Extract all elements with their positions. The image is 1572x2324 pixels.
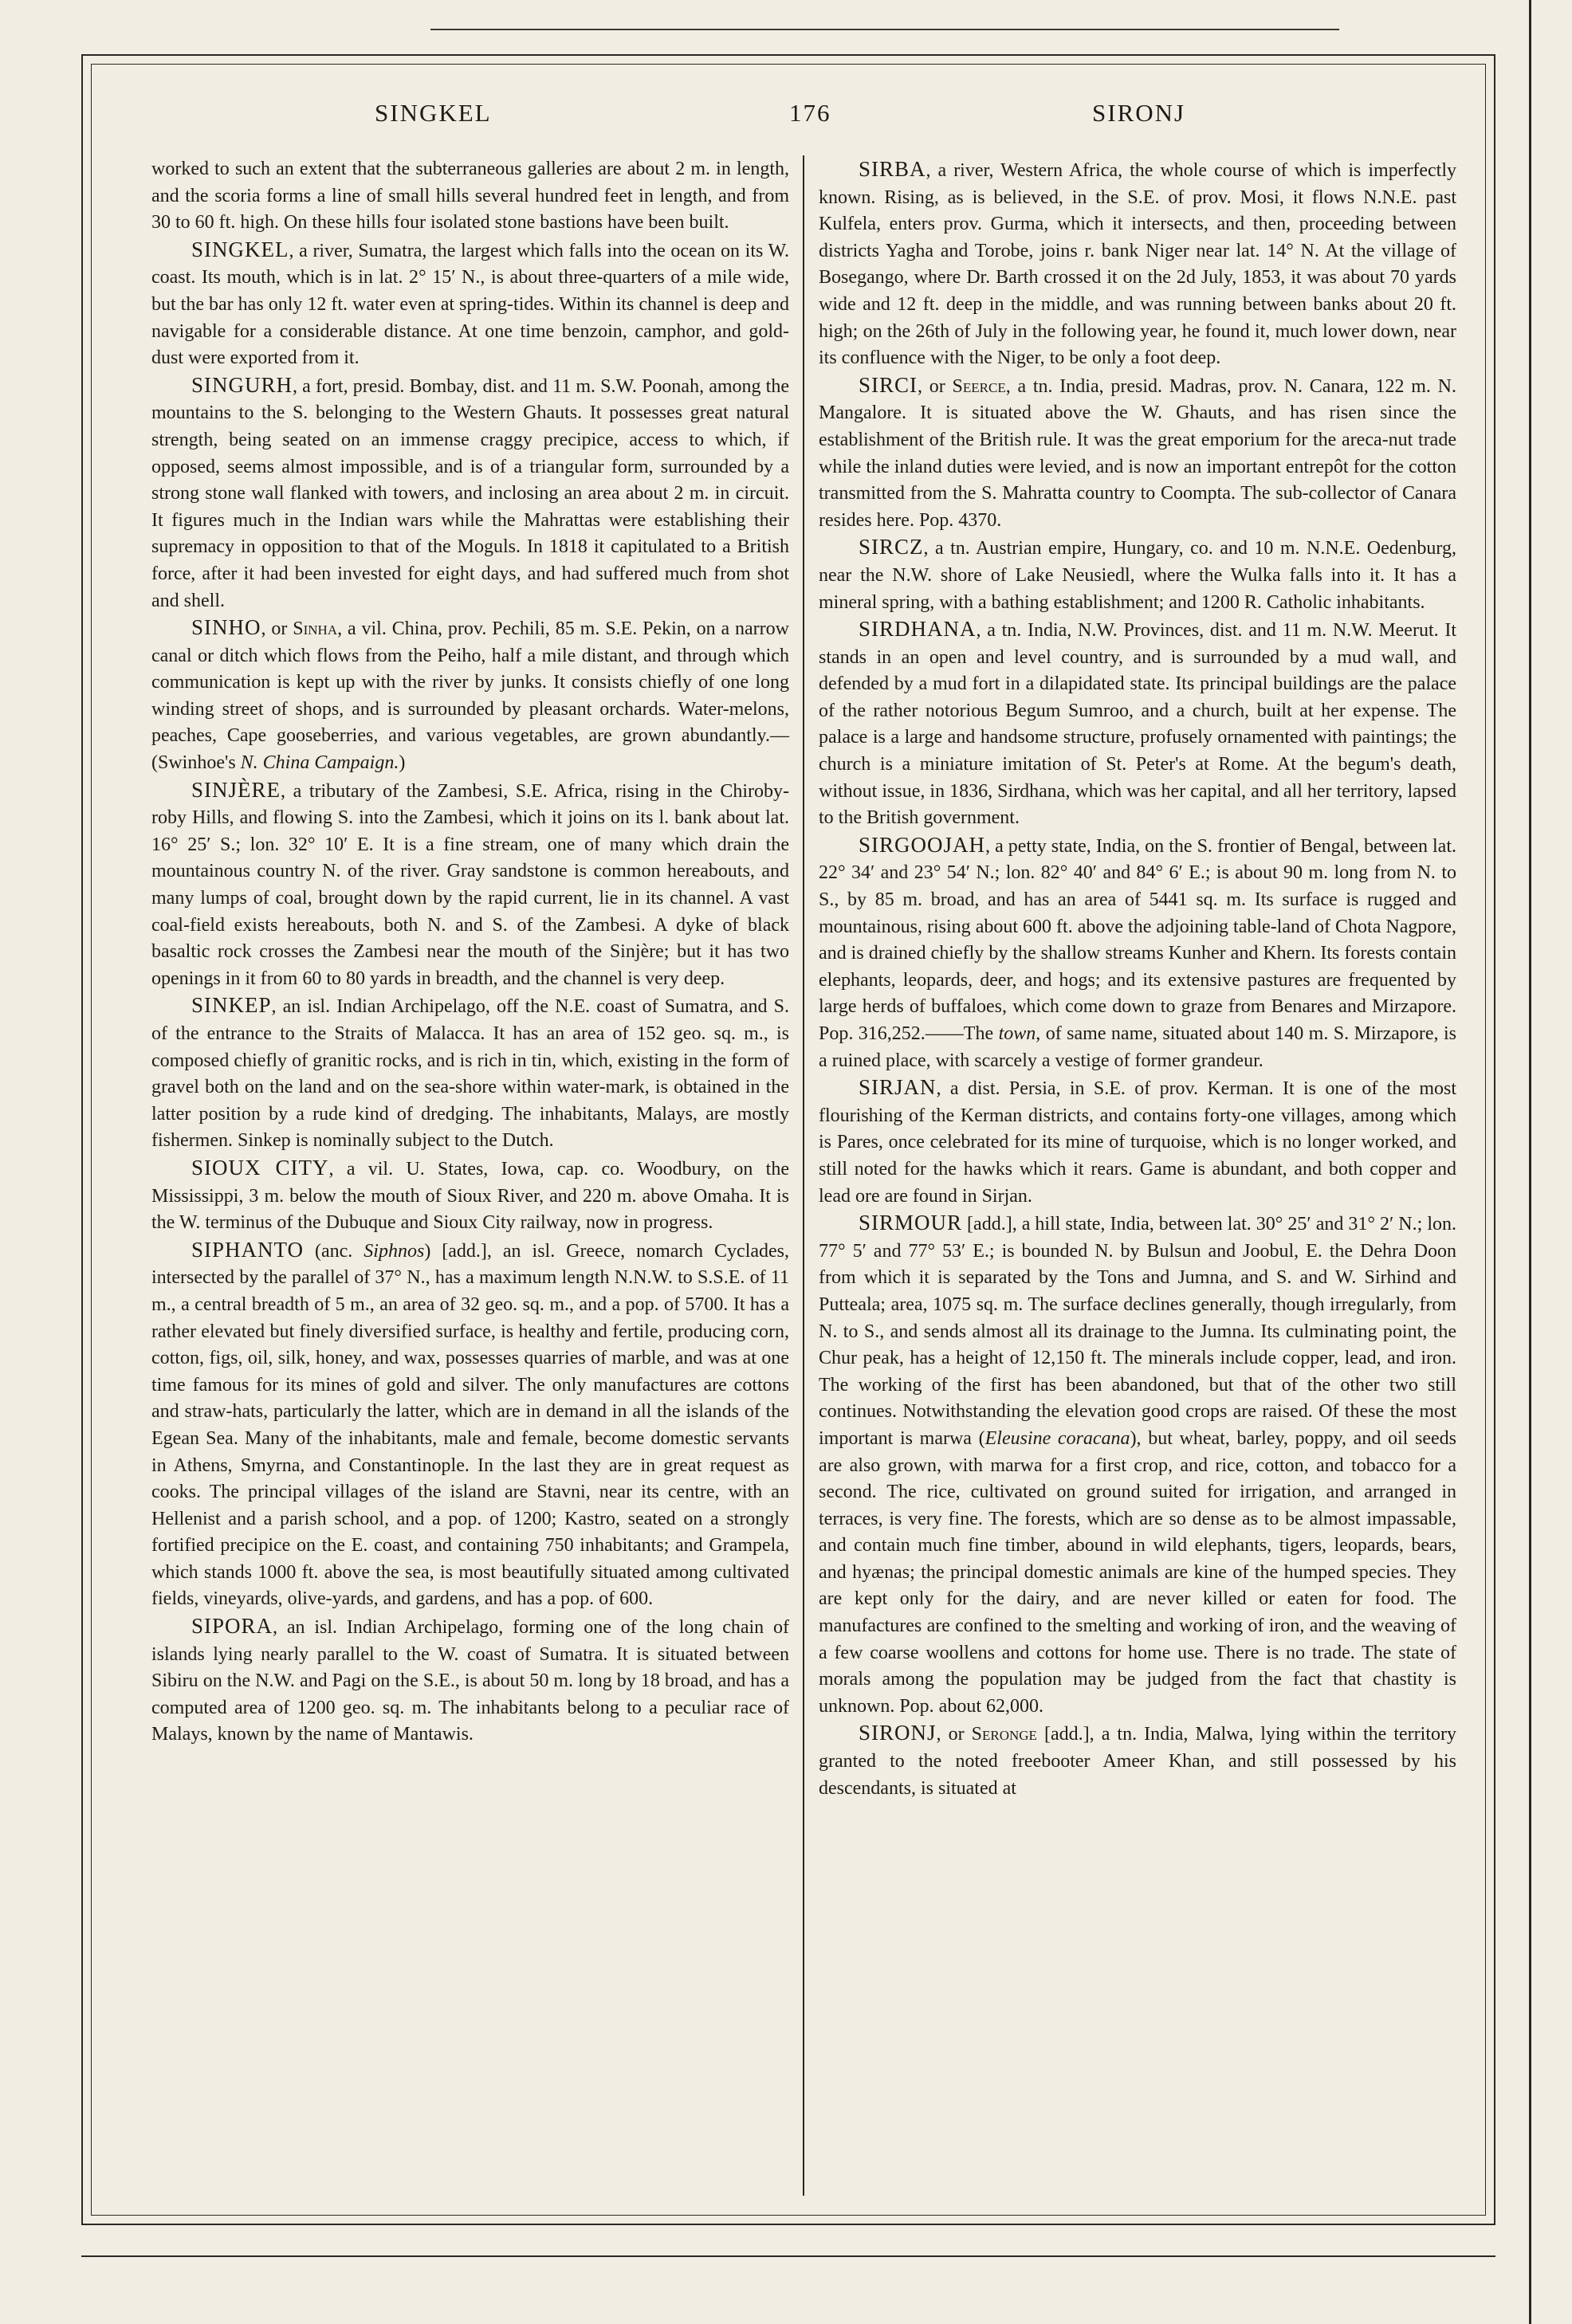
- entry-text: , a tributary of the Zambesi, S.E. Africa, rising in the Chiroby-roby Hills, and flowing S. into the Zambesi, which it joins on its l. bank about lat. 16° 25′ S.; lon. 32° 10′ E. It is a fine stream, one of many which drain the mountainous country N. of the river. Gray sandstone is common hereabouts, and many lumps of coal, brought down by the rapid current, lie in its channel. A vast coal-field exists hereabouts, both N. and S. of the Zambesi. A dyke of black basaltic rock crosses the Zambesi near the mouth of the Sinjère; but it has two openings in it from 60 to 80 yards in breadth, and the channel is very deep.: [151, 780, 789, 989]
- entry-text: , an isl. Indian Archipelago, forming one of the long chain of islands lying nearly parallel to the W. coast of Sumatra. It is situated between Sibiru on the N.W. and Pagi on the S.E., is about 50 m. long by 18 broad, and has a computed area of 1200 geo. sq. m. The inhabitants belong to a peculiar race of Malays, known by the name of Mantawis.: [151, 1617, 789, 1745]
- entry-tail: ): [399, 752, 406, 774]
- entry-italic: town: [998, 1023, 1036, 1044]
- entry: [151, 1155, 789, 1237]
- entry: [151, 1237, 789, 1613]
- entry: [151, 237, 789, 372]
- entry-headword: SIPHANTO: [191, 1237, 305, 1262]
- entry-text: , a dist. Persia, in S.E. of prov. Kerman. It is one of the most flourishing of the Kerman districts, and contains forty-one villages, among which is Pares, once celebrated for its mine of turquoise, which is no longer worked, and still noted for the hawks which it rears. Game is abundant, and both copper and lead ore are found in Sirjan.: [819, 1078, 1456, 1207]
- entry-headword: SIRONJ: [859, 1721, 937, 1745]
- entry-headword: SINHO: [191, 615, 261, 640]
- page-edge: [1529, 0, 1531, 2324]
- entry-headword: SIRDHANA: [859, 617, 977, 642]
- entry-headword: SINKEP: [191, 993, 272, 1018]
- entry-text: , an isl. Indian Archipelago, off the N.E. coast of Sumatra, and S. of the entrance to the Straits of Malacca. It has an area of 152 geo. sq. m., is composed chiefly of granitic rocks, and is rich in tin, which, existing in the form of gravel both on the land and on the sea-shore within water-mark, is obtained in the latter position by a rude kind of dredging. The inhabitants, Malays, are mostly fishermen. Sinkep is nominally subject to the Dutch.: [151, 996, 789, 1152]
- entry-alt-name: Sinha: [293, 618, 338, 640]
- entry-text: , a vil. U. States, Iowa, cap. co. Woodbury, on the Mississippi, 3 m. below the mouth of Sioux River, and 220 m. above Omaha. It is the W. terminus of the Dubuque and Sioux City railway, now in progress.: [151, 1158, 789, 1234]
- page-number: 176: [789, 99, 831, 127]
- entry-text: worked to such an extent that the subterraneous galleries are about 2 m. in length, and the scoria forms a line of small hills several hundred feet in length, and from 30 to 60 ft. high. On these hills four isolated stone bastions have been built.: [151, 159, 789, 234]
- entry: [151, 992, 789, 1155]
- entry: [819, 1210, 1456, 1720]
- entry-text: , a tn. Austrian empire, Hungary, co. and 10 m. N.N.E. Oedenburg, near the N.W. shore of Lake Neusiedl, where the Wulka falls into it. It has a mineral spring, with a bathing establishment; and 1200 R. Catholic inhabitants.: [819, 538, 1456, 613]
- entry-italic: N. China Campaign.: [240, 752, 399, 774]
- header-left-word: SINGKEL: [375, 99, 492, 127]
- entry-text: , a tn. India, N.W. Provinces, dist. and 11 m. N.W. Meerut. It stands in an open and level country, and is surrounded by a mud wall, and defended by a mud fort in a dilapidated state. Its principal buildings are the palace of the rather notorious Begum Sumroo, and a church, built at her expense. The palace is a large and handsome structure, profusely ornamented with paintings; the church is a miniature imitation of St. Peter's at Rome. At the begum's death, without issue, in 1836, Sirdhana, which was her capital, and all her territory, lapsed to the British government.: [819, 620, 1456, 829]
- entry-headword: SIRMOUR: [859, 1211, 963, 1235]
- entry-headword: SINGKEL: [191, 237, 289, 261]
- entry-text: , a tn. India, presid. Madras, prov. N. Canara, 122 m. N. Mangalore. It is situated above the W. Ghauts, and has risen since the establishment of the British rule. It was the great emporium for the areca-nut trade while the inland duties were levied, and is now an important entrepôt for the cotton transmitted from the S. Mahratta country to Coompta. The sub-collector of Canara resides here. Pop. 4370.: [819, 375, 1456, 531]
- entry: [819, 534, 1456, 616]
- entry: [819, 156, 1456, 372]
- entry-prefix: (anc.: [304, 1240, 364, 1262]
- entry-italic: Siphnos: [364, 1240, 425, 1262]
- entry-headword: SIRCI: [859, 372, 918, 397]
- running-header: [151, 99, 1459, 143]
- entry-text: , a petty state, India, on the S. frontier of Bengal, between lat. 22° 34′ and 23° 54′ N.; lon. 82° 40′ and 84° 6′ E.; is about 90 m. long from N. to S., by 85 m. broad, and has an area of 5441 sq. m. Its surface is rugged and mountainous, rising about 600 ft. above the adjoining table-land of Chota Nagpore, and is drained chiefly by the shallow streams Kunher and Khern. Its forests contain elephants, leopards, deer, and hogs; and its extensive pastures are frequented by large herds of buffaloes, which come down to graze from Benares and Mirzapore. Pop. 316,252.——The: [819, 835, 1456, 1044]
- column-divider: [803, 155, 804, 2196]
- top-rule: [430, 29, 1339, 30]
- entry-headword: SINJÈRE: [191, 777, 281, 802]
- right-column: [819, 156, 1456, 1802]
- entry-alt-name: Seronge: [971, 1724, 1037, 1745]
- entry: [819, 616, 1456, 832]
- entry-headword: SIRJAN: [859, 1075, 937, 1100]
- header-right-word: SIRONJ: [1092, 99, 1186, 127]
- entry: SIRCI, or Seerce, a tn. India, presid. Madras, prov. N. Canara, 122 m. N. Mangalore. It is situated above the W. Ghauts, and has risen since the establishment of the British rule. It was the great emporium for the areca-nut trade while the inland duties were levied, and is now an important entrepôt for the cotton transmitted from the S. Mahratta country to Coompta. The sub-collector of Canara resides here. Pop. 4370.: [819, 372, 1456, 531]
- entry: [819, 832, 1456, 1074]
- entry: SINHO, or Sinha, a vil. China, prov. Pechili, 85 m. S.E. Pekin, on a narrow canal or ditch which flows from the Peiho, half a mile distant, and through which communication is kept up with the river by junks. It consists chiefly of one long winding street of shops, and is surrounded by pleasant orchards. Water-melons, peaches, Cape gooseberries, and various vegetables, are grown abundantly.—(Swinhoe's N. China Campaign.): [151, 615, 789, 774]
- entry: [819, 1074, 1456, 1210]
- entry-headword: SINGURH: [191, 372, 293, 397]
- entry-headword: SIRBA: [859, 157, 926, 181]
- entry-text: ) [add.], an isl. Greece, nomarch Cyclades, intersected by the parallel of 37° N., has a maximum length N.N.W. to S.S.E. of 11 m., a central breadth of 5 m., an area of 32 geo. sq. m., and a pop. of 5700. It has a rather elevated but finely diversified surface, is healthy and fertile, producing corn, cotton, figs, oil, silk, honey, and wax, possesses quarries of marble, and was at one time famous for its mines of gold and silver. The only manufactures are cottons and straw-hats, particularly the latter, which are in demand in all the islands of the Egean Sea. Many of the inhabitants, male and female, become domestic servants in Athens, Smyrna, and Constantinople. In the last they are in great request as cooks. The principal villages of the island are Stavni, near its centre, with an Hellenist and a parish school, and a pop. of 1200; Kastro, seated on a strongly fortified precipice on the E. coast, and containing 750 inhabitants; and Grampela, which stands 1000 ft. above the sea, is most beautifully situated among cultivated fields, vineyards, olive-yards, and gardens, and has a pop. of 600.: [151, 1240, 790, 1610]
- entry-text: , a river, Sumatra, the largest which falls into the ocean on its W. coast. Its mouth, which is in lat. 2° 15′ N., is about three-quarters of a mile wide, but the bar has only 12 ft. water even at spring-tides. Within its channel is deep and navigable for a considerable distance. At one time benzoin, camphor, and gold-dust were exported from it.: [151, 240, 789, 369]
- entry: [151, 156, 789, 237]
- entry-text: , a fort, presid. Bombay, dist. and 11 m. S.W. Poonah, among the mountains to the S. belonging to the Western Ghauts. It possesses great natural strength, being seated on an immense craggy precipice, access to which, if opposed, seems almost impossible, and is of a triangular form, surrounded by a strong stone wall flanked with towers, and inclosing an area about 2 m. in circuit. It figures much in the Indian wars while the Mahrattas were establishing their supremacy in opposition to that of the Moguls. In 1818 it capitulated to a British force, after it had been invested for eight days, and had suffered much from shot and shell.: [151, 375, 789, 611]
- entry-tail: , of same name, situated about 140 m. S. Mirzapore, is a ruined place, with scarcely a vestige of former grandeur.: [819, 1023, 1457, 1071]
- entry-headword: SIPORA: [191, 1614, 273, 1639]
- entry-tail: ), but wheat, barley, poppy, and oil seeds are also grown, with marwa for a first crop, and rice, cotton, and tobacco for a second. The rice, cultivated on ground suited for irrigation, and arranged in terraces, is very fine. The forests, which are so dense as to be almost impassable, and contain much fine timber, abound in wild elephants, tigers, leopards, bears, and hyænas; the principal domestic animals are kine of the humped species. They are kept only for the dairy, and are never killed or eaten for food. The manufactures are confined to the smelting and working of iron, and the weaving of a few coarse woollens and cottons for home use. There is no trade. The state of morals among the population may be judged from the fact that chastity is unknown. Pop. about 62,000.: [819, 1427, 1456, 1717]
- entry: [151, 777, 789, 993]
- entry-text: [add.], a tn. India, Malwa, lying within the territory granted to the noted freebooter Ameer Khan, and still possessed by his descendants, is situated at: [819, 1724, 1456, 1799]
- entry-text: [add.], a hill state, India, between lat. 30° 25′ and 31° 2′ N.; lon. 77° 5′ and 77° 53′ E.; is bounded N. by Bulsun and Joobul, E. the Dehra Doon from which it is separated by the Tons and Jumna, and S. and W. Sirhind and Putteala; area, 1075 sq. m. The surface declines generally, though irregularly, from N. to S., and sends almost all its drainage to the Jumna. Its culminating point, the Chur peak, has a height of 12,150 ft. The minerals include copper, lead, and iron. The working of the first has been abandoned, but that of the other two still continues. Notwithstanding the elevation good crops are raised. Of these the most important is marwa (: [819, 1214, 1456, 1449]
- entry: [151, 372, 789, 614]
- entry-text: , a river, Western Africa, the whole course of which is imperfectly known. Rising, as is believed, in the S.E. of prov. Mosi, it flows N.N.E. past Kulfela, enters prov. Gurma, which it intersects, and then, proceeding between districts Yagha and Torobe, joins r. bank Niger near lat. 14° N. At the village of Bosegango, where Dr. Barth crossed it on the 2d July, 1853, it was about 70 yards wide and 12 ft. deep in the middle, and was running between banks about 20 ft. high; on the 26th of July in the following year, he found it, much lower down, near its confluence with the Niger, to be only a foot deep.: [819, 160, 1456, 369]
- bottom-rule: [81, 2255, 1495, 2257]
- entry-headword: SIRGOOJAH: [859, 832, 986, 857]
- entry-alt-name: Seerce: [952, 375, 1006, 397]
- left-column: [151, 156, 789, 1749]
- entry-text: , a vil. China, prov. Pechili, 85 m. S.E. Pekin, on a narrow canal or ditch which flows from the Peiho, half a mile distant, and through which communication is kept up with the river by junks. It consists chiefly of one long winding street of shops, and is surrounded by pleasant orchards. Water-melons, peaches, Cape gooseberries, and various vegetables, are grown abundantly.—(Swinhoe's: [151, 618, 789, 774]
- entry: SIRONJ, or Seronge [add.], a tn. India, Malwa, lying within the territory granted to the noted freebooter Ameer Khan, and still possessed by his descendants, is situated at: [819, 1721, 1456, 1799]
- entry: [151, 1613, 789, 1749]
- entry-headword: SIRCZ: [859, 535, 924, 559]
- entry-headword: SIOUX CITY: [191, 1155, 329, 1180]
- entry-italic: Eleusine coracana: [984, 1427, 1130, 1449]
